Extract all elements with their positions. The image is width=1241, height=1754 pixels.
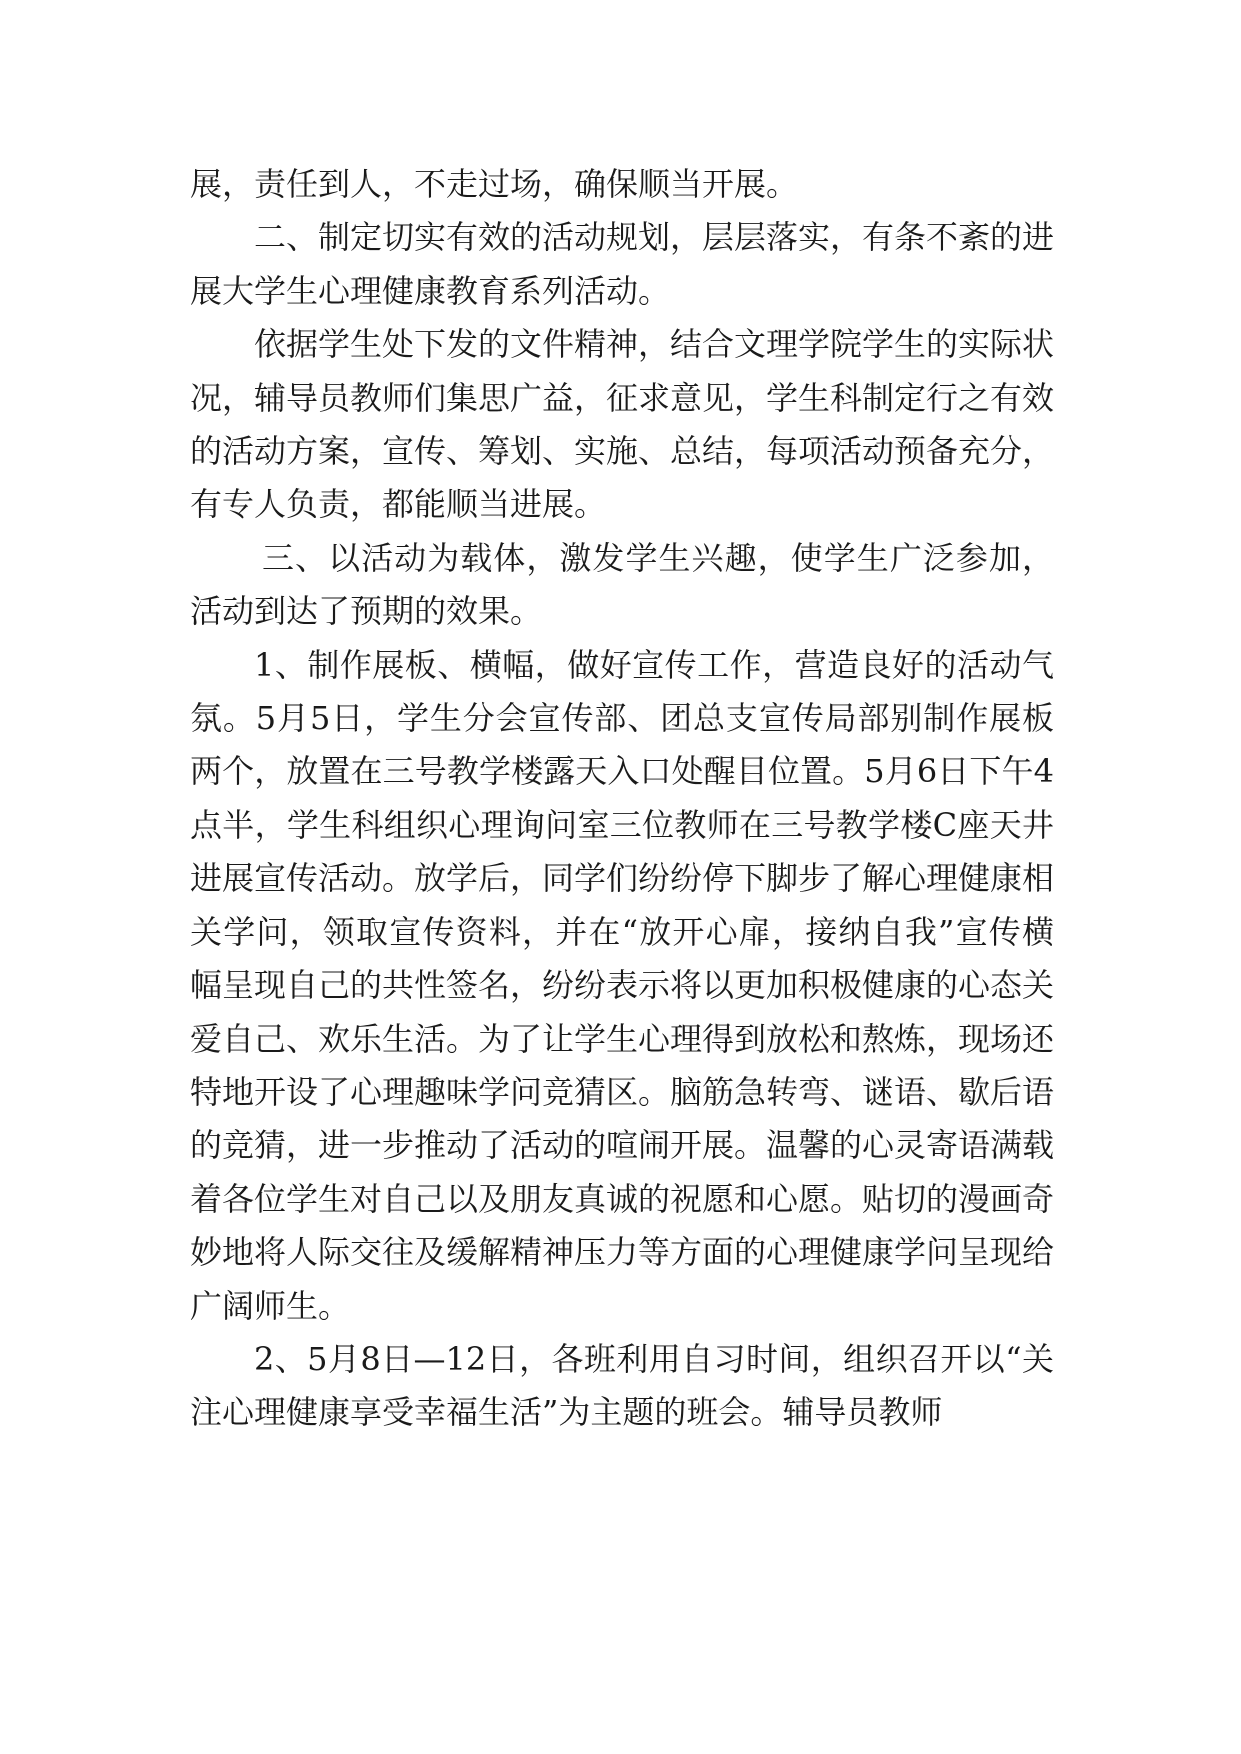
paragraph-planning: 依据学生处下发的文件精神，结合文理学院学生的实际状况，辅导员教师们集思广益，征求意见，学生科制定行之有效的活动方案，宣传、筹划、实施、总结，每项活动预备充分，有专人负责，都能顺当进展。: [190, 325, 1055, 524]
body-text: [190, 158, 1054, 1440]
paragraph-continuation: 展，责任到人，不走过场，确保顺当开展。: [190, 165, 799, 203]
paragraph-item-one: 1、制作展板、横幅，做好宣传工作，营造良好的活动气氛。5月5日，学生分会宣传部、团总支宣传局部别制作展板两个，放置在三号教学楼露天入口处醒目位置。5月6日下午4点半，学生科组织心理询问室三位教师在三号教学楼C座天井进展宣传活动。放学后，同学们纷纷停下脚步了解心理健康相关学问，领取宣传资料，并在“放开心扉，接纳自我”宣传横幅呈现自己的共性签名，纷纷表示将以更加积极健康的心态关爱自己、欢乐生活。为了让学生心理得到放松和熬炼，现场还特地开设了心理趣味学问竞猜区。脑筋急转弯、谜语、歇后语的竞猜，进一步推动了活动的喧闹开展。温馨的心灵寄语满载着各位学生对自己以及朋友真诚的祝愿和心愿。贴切的漫画奇妙地将人际交往及缓解精神压力等方面的心理健康学问呈现给广阔师生。: [190, 645, 1055, 1325]
paragraph-item-two: 2、5月8日—12日，各班利用自习时间，组织召开以“关注心理健康享受幸福生活”为主题的班会。辅导员教师: [190, 1339, 1054, 1432]
paragraph-section-three-heading: 三、以活动为载体，激发学生兴趣，使学生广泛参加，活动到达了预期的效果。: [190, 538, 1054, 631]
paragraph-section-two-heading: 二、制定切实有效的活动规划，层层落实，有条不紊的进展大学生心理健康教育系列活动。: [190, 218, 1055, 310]
